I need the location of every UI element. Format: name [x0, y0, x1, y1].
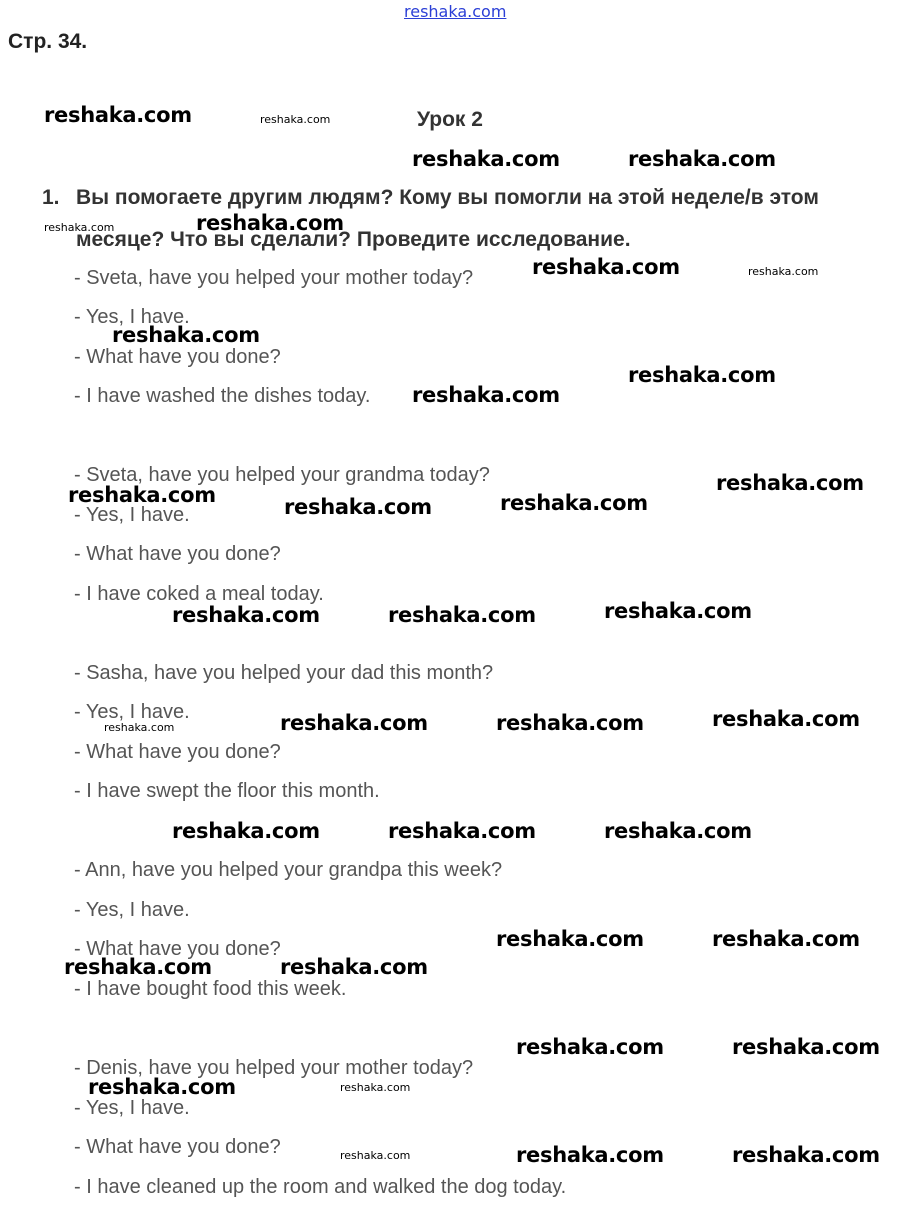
watermark: reshaka.com [44, 221, 115, 234]
watermark: reshaka.com [112, 323, 260, 347]
watermark: reshaka.com [412, 383, 560, 407]
dialogue-2-answer: - Yes, I have. [74, 504, 190, 526]
dialogue-1-question: - Sveta, have you helped your mother today? [74, 267, 474, 289]
dialogue-4-answer: - Yes, I have. [74, 899, 190, 921]
task-text-line-1: Вы помогаете другим людям? Кому вы помогли на этой неделе/в этом [76, 186, 819, 209]
site-link[interactable]: reshaka.com [404, 2, 507, 21]
watermark: reshaka.com [732, 1035, 880, 1059]
watermark: reshaka.com [196, 211, 344, 235]
lesson-title: Урок 2 [417, 108, 483, 131]
watermark: reshaka.com [496, 927, 644, 951]
dialogue-3-answer: - Yes, I have. [74, 701, 190, 723]
dialogue-5-answer: - Yes, I have. [74, 1097, 190, 1119]
watermark: reshaka.com [716, 471, 864, 495]
task-text-line-2: месяце? Что вы сделали? Проведите исследование. [76, 228, 631, 251]
watermark: reshaka.com [284, 495, 432, 519]
dialogue-3-followup: - What have you done? [74, 741, 281, 763]
watermark: reshaka.com [496, 711, 644, 735]
watermark: reshaka.com [628, 147, 776, 171]
dialogue-3-reply: - I have swept the floor this month. [74, 780, 380, 802]
dialogue-3-question: - Sasha, have you helped your dad this month? [74, 662, 494, 684]
watermark: reshaka.com [280, 711, 428, 735]
watermark: reshaka.com [604, 819, 752, 843]
watermark: reshaka.com [388, 819, 536, 843]
watermark: reshaka.com [388, 603, 536, 627]
dialogue-2-followup: - What have you done? [74, 543, 281, 565]
dialogue-4-reply: - I have bought food this week. [74, 978, 347, 1000]
watermark: reshaka.com [712, 927, 860, 951]
dialogue-1-answer: - Yes, I have. [74, 306, 190, 328]
dialogue-4-question: - Ann, have you helped your grandpa this week? [74, 859, 503, 881]
watermark: reshaka.com [44, 103, 192, 127]
watermark: reshaka.com [628, 363, 776, 387]
watermark: reshaka.com [516, 1035, 664, 1059]
dialogue-1-reply: - I have washed the dishes today. [74, 385, 371, 407]
watermark: reshaka.com [604, 599, 752, 623]
watermark: reshaka.com [88, 1075, 236, 1099]
dialogue-5-followup: - What have you done? [74, 1136, 281, 1158]
watermark: reshaka.com [104, 721, 175, 734]
watermark: reshaka.com [748, 265, 819, 278]
watermark: reshaka.com [340, 1081, 411, 1094]
watermark: reshaka.com [500, 491, 648, 515]
watermark: reshaka.com [412, 147, 560, 171]
watermark: reshaka.com [172, 819, 320, 843]
watermark: reshaka.com [516, 1143, 664, 1167]
watermark: reshaka.com [172, 603, 320, 627]
watermark: reshaka.com [712, 707, 860, 731]
dialogue-2-question: - Sveta, have you helped your grandma today? [74, 464, 490, 486]
watermark: reshaka.com [280, 955, 428, 979]
watermark: reshaka.com [732, 1143, 880, 1167]
watermark: reshaka.com [260, 113, 331, 126]
dialogue-5-question: - Denis, have you helped your mother today? [74, 1057, 474, 1079]
watermark: reshaka.com [340, 1149, 411, 1162]
dialogue-2-reply: - I have coked a meal today. [74, 583, 324, 605]
dialogue-4-followup: - What have you done? [74, 938, 281, 960]
dialogue-1-followup: - What have you done? [74, 346, 281, 368]
dialogue-5-reply: - I have cleaned up the room and walked the dog today. [74, 1176, 567, 1198]
watermark: reshaka.com [532, 255, 680, 279]
watermark: reshaka.com [64, 955, 212, 979]
watermark: reshaka.com [68, 483, 216, 507]
page-number: Стр. 34. [8, 30, 88, 53]
task-number: 1. [42, 186, 60, 209]
